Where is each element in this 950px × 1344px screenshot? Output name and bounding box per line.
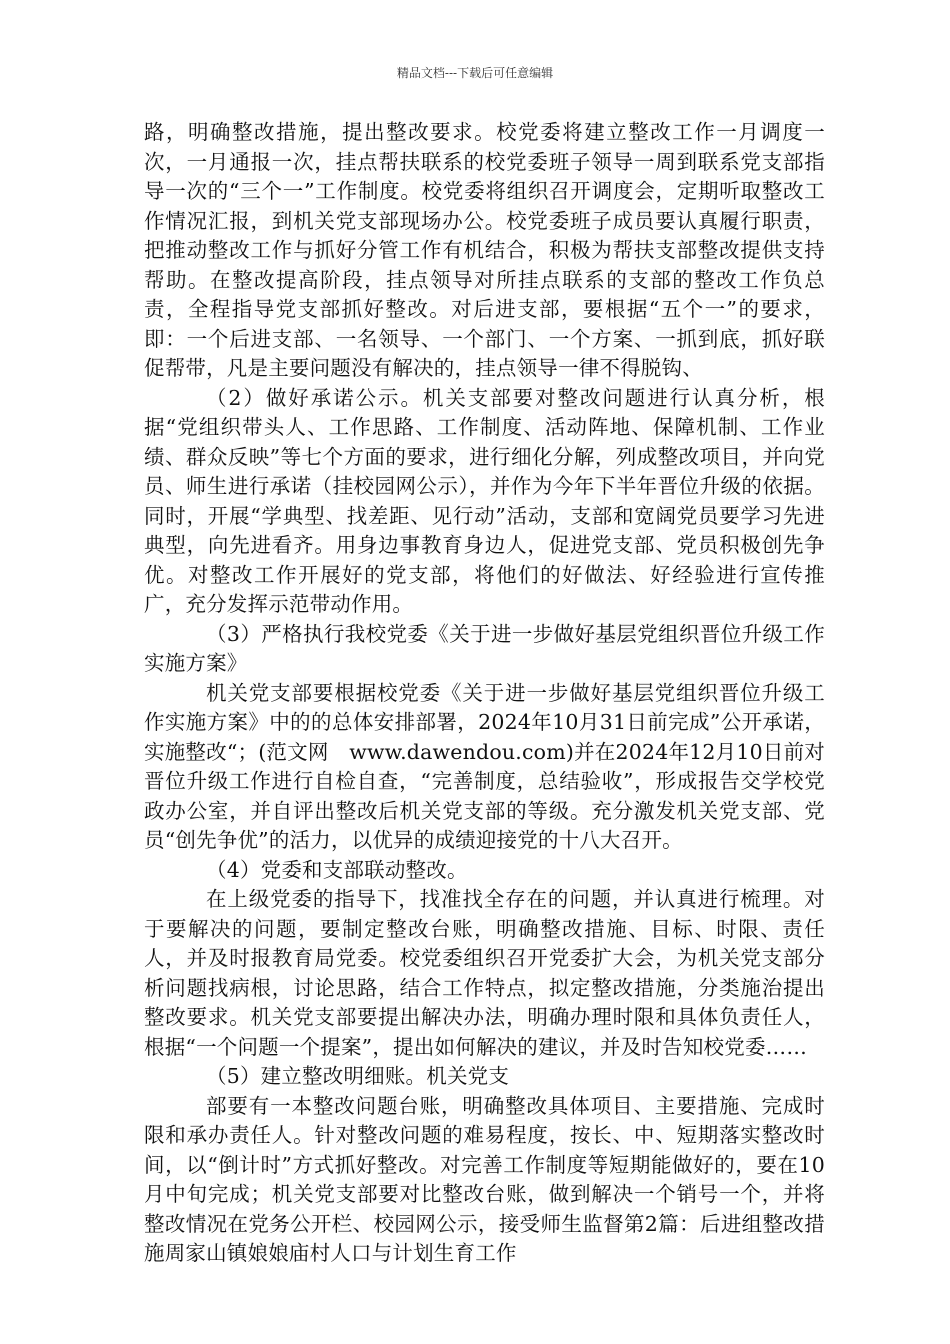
paragraph-continuation: 路，明确整改措施，提出整改要求。校党委将建立整改工作一月调度一次，一月通报一次，挂点帮扶联系的校党委班子领导一周到联系党支部指导一次的“三个一”工作制度。校党委将组织召开调度会，定期听取整改工作情况汇报，到机关党支部现场办公。校党委班子成员要认真履行职责，把推动整改工作与抓好分管工作有机结合，积极为帮扶支部整改提供支持帮助。在整改提高阶段，挂点领导对所挂点联系的支部的整改工作负总责，全程指导党支部抓好整改。对后进支部，要根据“五个一”的要求，即：一个后进支部、一名领导、一个部门、一个方案、一抓到底，抓好联促帮带，凡是主要问题没有解决的，挂点领导一律不得脱钩、 [144,120,825,380]
paragraph-joint-rectification: 在上级党委的指导下，找准找全存在的问题，并认真进行梳理。对于要解决的问题，要制定整改台账，明确整改措施、目标、时限、责任人，并及时报教育局党委。校党委组织召开党委扩大会，为机关党支部分析问题找病根，讨论思路，结合工作特点，拟定整改措施，分类施治提出整改要求。机关党支部要提出解决办法，明确办理时限和具体负责任人，根据“一个问题一个提案”，提出如何解决的建议，并及时告知校党委…… [144,887,825,1059]
paragraph-branch-schedule: 机关党支部要根据校党委《关于进一步做好基层党组织晋位升级工作实施方案》中的的总体安排部署，2024年10月31日前完成”公开承诺，实施整改“；(范文网 www.dawendou.com)并在2024年12月10日前对晋位升级工作进行自检自查，“完善制度，总结验收”，形成报告交学校党政办公室，并自评出整改后机关党支部的等级。充分激发机关党支部、党员“创先争优”的活力，以优异的成绩迎接党的十八大召开。 [144,680,825,852]
paragraph-ledger: 部要有一本整改问题台账，明确整改具体项目、主要措施、完成时限和承办责任人。针对整改问题的难易程度，按长、中、短期落实整改时间，以“倒计时”方式抓好整改。对完善工作制度等短期能做好的，要在10月中旬完成；机关党支部要对比整改台账，做到解决一个销号一个，并将整改情况在党务公开栏、校园网公示，接受师生监督第2篇：后进组整改措施周家山镇娘娘庙村人口与计划生育工作 [144,1093,825,1265]
document-body [144,118,825,1269]
paragraph-commitment-disclosure: （2）做好承诺公示。机关支部要对整改问题进行认真分析，根据“党组织带头人、工作思路、工作制度、活动阵地、保障机制、工作业绩、群众反映”等七个方面的要求，进行细化分解，列成整改项目，并向党员、师生进行承诺（挂校园网公示），并作为今年下半年晋位升级的依据。同时，开展“学典型、找差距、见行动”活动，支部和宽阔党员要学习先进典型，向先进看齐。用身边事教育身边人，促进党支部、党员积极创先争优。对整改工作开展好的党支部，将他们的好做法、好经验进行宣传推广，充分发挥示范带动作用。 [144,385,825,616]
paragraph-joint-rectification-heading: （4）党委和支部联动整改。 [206,857,468,882]
paragraph-strict-implementation: （3）严格执行我校党委《关于进一步做好基层党组织晋位升级工作实施方案》 [144,621,825,675]
paragraph-ledger-heading: （5）建立整改明细账。机关党支 [206,1064,510,1088]
page-header: 精品文档---下载后可任意编辑 [396,66,554,80]
